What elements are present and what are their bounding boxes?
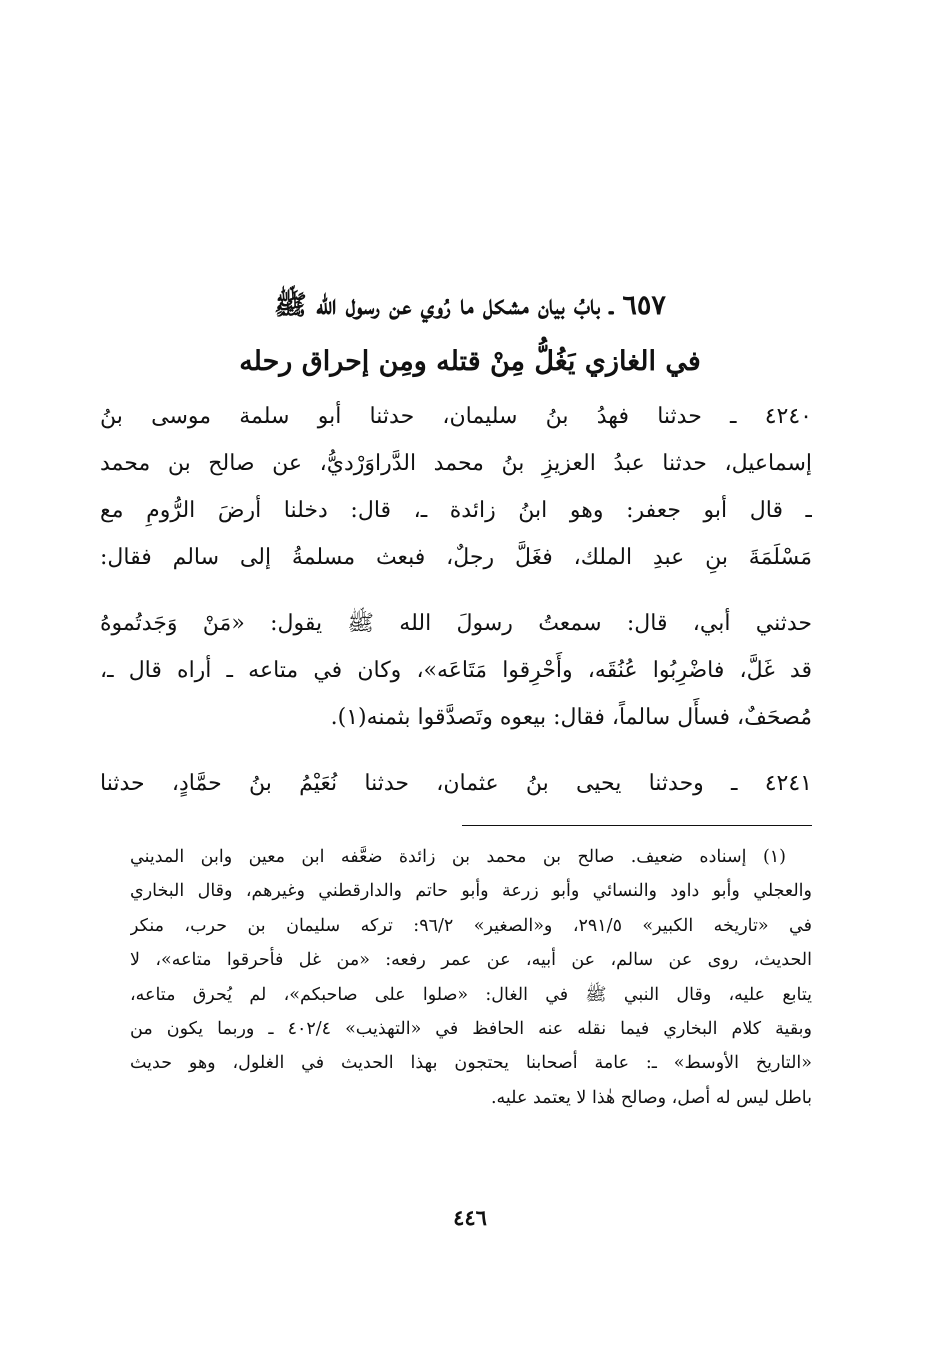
footnote-line: (١) إسناده ضعيف. صالح بن محمد بن زائدة ضعَّفه ابن معين وابن المديني xyxy=(130,847,786,867)
chapter-heading-line-2: في الغازي يَغُلُّ مِنْ قتله ومِن إحراق رحله xyxy=(239,346,701,377)
footnote-block xyxy=(130,840,812,1115)
chapter-heading xyxy=(150,278,790,390)
footnote-line: وبقية كلام البخاري فيما نقله عنه الحافظ في «التهذيب» ٤٠٢/٤ ـ وربما يكون من xyxy=(130,1019,812,1040)
text-line: مَسْلَمَةَ بنِ عبدِ الملك، فغَلَّ رجلٌ، فبعث مسلمةُ إلى سالم فقال: xyxy=(100,545,812,570)
hadith-4240-continuation-paragraph xyxy=(100,600,812,741)
text-line: حدثني أبي، قال: سمعتُ رسولَ الله ﷺ يقول: «مَنْ وَجَدتُموهُ xyxy=(100,611,812,636)
footnote-line: باطل ليس له أصل، وصالح هٰذا لا يعتمد عليه. xyxy=(490,1087,812,1108)
text-line: ٤٢٤١ ـ وحدثنا يحيى بنُ عثمان، حدثنا نُعَيْمُ بنُ حمَّادٍ، حدثنا xyxy=(100,771,812,796)
text-line: إسماعيل، حدثنا عبدُ العزيزِ بنُ محمد الدَّراوَرْديُّ، عن صالح بن محمد xyxy=(100,451,812,476)
text-line: ـ قال أبو جعفر: وهو ابنُ زائدة ـ، قال: دخلنا أرضَ الرُّومِ مع xyxy=(100,498,812,523)
footnote-line: في «تاريخه الكبير» ٢٩١/٥، و«الصغير» ٩٦/٢: تركه سليمان بن حرب، منكر xyxy=(130,915,812,936)
page-number: ٤٤٦ xyxy=(453,1205,487,1230)
footnote-line: الحديث، روى عن سالم، عن أبيه، عن عمر رفعه: «من غل فأحرقوا متاعه»، لا xyxy=(130,950,812,971)
footnote-separator-rule xyxy=(462,825,812,826)
hadith-4241-paragraph xyxy=(100,760,812,807)
footnote-line: «التاريخ الأوسط» ـ: عامة أصحابنا يحتجون بهذا الحديث في الغلول، وهو حديث xyxy=(130,1053,812,1074)
hadith-4240-paragraph xyxy=(100,393,812,581)
text-line: مُصحَفٌ، فسأَل سالماً، فقال: بيعوه وتَصدَّقوا بثمنه(١). xyxy=(330,705,812,730)
chapter-heading-line-1: ٦٥٧ ـ بابُ بيان مشكل ما رُوي عن رسول الله ﷺ xyxy=(274,290,666,321)
text-line: ٤٢٤٠ ـ حدثنا فهدُ بنُ سليمان، حدثنا أبو سلمة موسى بنُ xyxy=(100,404,812,429)
footnote-line: والعجلي وأبو داود والنسائي وأبو زرعة وأبو حاتم والدارقطني وغيرهم، وقال البخاري xyxy=(130,881,812,902)
text-line: قد غَلَّ، فاضْرِبُوا عُنُقَه، وأَحْرِقوا مَتَاعَه»، وكان في متاعه ـ أراه قال ـ، xyxy=(100,658,812,683)
footnote-line: يتابع عليه، وقال النبي ﷺ في الغال: «صلوا على صاحبكم»، لم يُحرق متاعه، xyxy=(130,984,812,1005)
